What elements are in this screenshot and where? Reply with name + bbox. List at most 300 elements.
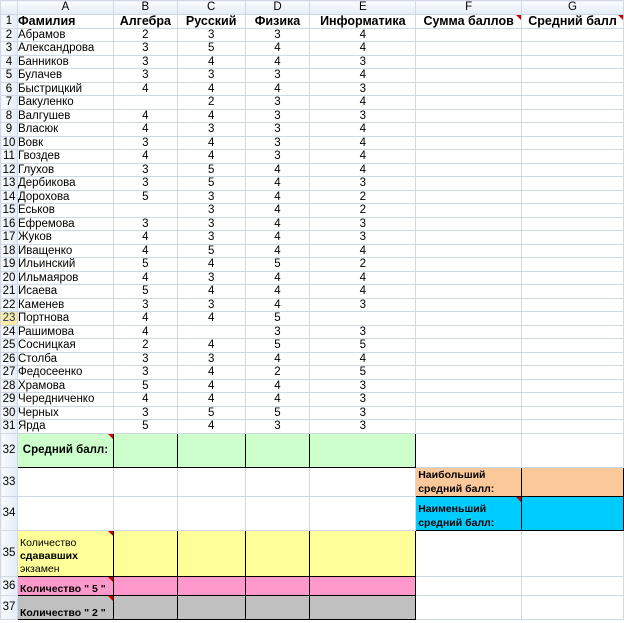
grade-russian-cell[interactable]: 5 [177,42,245,56]
grade-russian-cell[interactable]: 5 [177,177,245,191]
column-header-f[interactable]: F [416,1,522,15]
grade-russian-cell[interactable]: 3 [177,271,245,285]
row-header[interactable]: 1 [1,14,18,28]
student-sum-cell[interactable] [416,325,522,339]
column-header-d[interactable]: D [245,1,310,15]
grade-informatics-cell[interactable]: 3 [310,231,416,245]
row-header[interactable]: 24 [1,325,18,339]
grade-informatics-cell[interactable]: 4 [310,285,416,299]
student-average-cell[interactable] [522,96,624,110]
header-physics-cell[interactable]: Физика [245,14,310,28]
grade-physics-cell[interactable]: 3 [245,69,310,83]
twos-count-algebra-cell[interactable] [113,595,177,619]
grade-russian-cell[interactable]: 4 [177,82,245,96]
student-sum-cell[interactable] [416,393,522,407]
grade-russian-cell[interactable]: 3 [177,231,245,245]
grade-informatics-cell[interactable]: 5 [310,339,416,353]
header-name-cell[interactable]: Фамилия [17,14,113,28]
row-header[interactable]: 2 [1,28,18,42]
grade-informatics-cell[interactable]: 3 [310,420,416,434]
grade-informatics-cell[interactable]: 4 [310,96,416,110]
grade-russian-cell[interactable]: 4 [177,150,245,164]
grade-physics-cell[interactable]: 4 [245,352,310,366]
student-average-cell[interactable] [522,271,624,285]
grade-russian-cell[interactable]: 3 [177,69,245,83]
student-name-cell[interactable]: Чередниченко [17,393,113,407]
grade-physics-cell[interactable]: 4 [245,379,310,393]
student-average-cell[interactable] [522,285,624,299]
grade-algebra-cell[interactable]: 4 [113,150,177,164]
grade-russian-cell[interactable]: 3 [177,204,245,218]
grade-informatics-cell[interactable]: 4 [310,136,416,150]
grade-informatics-cell[interactable]: 4 [310,271,416,285]
grade-algebra-cell[interactable]: 5 [113,420,177,434]
row-header[interactable]: 17 [1,231,18,245]
empty-cell[interactable] [416,576,522,595]
grade-physics-cell[interactable]: 3 [245,109,310,123]
row-header[interactable]: 23 [1,312,18,326]
grade-algebra-cell[interactable]: 3 [113,177,177,191]
twos-count-informatics-cell[interactable] [310,595,416,619]
grade-informatics-cell[interactable]: 3 [310,325,416,339]
fives-count-physics-cell[interactable] [245,576,310,595]
empty-cell[interactable] [245,496,310,530]
grade-russian-cell[interactable]: 3 [177,28,245,42]
header-sum-cell[interactable]: Сумма баллов [416,14,522,28]
student-average-cell[interactable] [522,366,624,380]
grade-informatics-cell[interactable]: 4 [310,163,416,177]
student-sum-cell[interactable] [416,96,522,110]
grade-russian-cell[interactable]: 4 [177,366,245,380]
student-name-cell[interactable]: Федосеенко [17,366,113,380]
grade-russian-cell[interactable]: 4 [177,136,245,150]
student-name-cell[interactable]: Власюк [17,123,113,137]
grade-physics-cell[interactable]: 3 [245,28,310,42]
grade-russian-cell[interactable]: 4 [177,379,245,393]
student-name-cell[interactable]: Вакуленко [17,96,113,110]
row-header[interactable]: 21 [1,285,18,299]
student-sum-cell[interactable] [416,339,522,353]
student-name-cell[interactable]: Портнова [17,312,113,326]
row-header[interactable]: 37 [1,595,18,619]
grade-algebra-cell[interactable]: 4 [113,312,177,326]
student-name-cell[interactable]: Каменев [17,298,113,312]
grade-physics-cell[interactable]: 3 [245,96,310,110]
row-header[interactable]: 15 [1,204,18,218]
grade-informatics-cell[interactable] [310,312,416,326]
average-label-cell[interactable]: Средний балл: [17,433,113,467]
grade-russian-cell[interactable]: 4 [177,420,245,434]
row-header[interactable]: 11 [1,150,18,164]
grade-informatics-cell[interactable]: 3 [310,177,416,191]
row-header[interactable]: 32 [1,433,18,467]
grade-informatics-cell[interactable]: 5 [310,366,416,380]
header-russian-cell[interactable]: Русский [177,14,245,28]
row-header[interactable]: 19 [1,258,18,272]
fives-count-russian-cell[interactable] [177,576,245,595]
grade-russian-cell[interactable] [177,325,245,339]
student-name-cell[interactable]: Ярда [17,420,113,434]
student-average-cell[interactable] [522,352,624,366]
grade-algebra-cell[interactable]: 3 [113,55,177,69]
student-name-cell[interactable]: Сосницкая [17,339,113,353]
empty-cell[interactable] [17,467,113,496]
row-header[interactable]: 30 [1,406,18,420]
student-sum-cell[interactable] [416,82,522,96]
grade-russian-cell[interactable]: 3 [177,217,245,231]
grade-russian-cell[interactable]: 5 [177,244,245,258]
exam-count-label-cell[interactable] [17,530,113,576]
grade-informatics-cell[interactable]: 3 [310,109,416,123]
grade-algebra-cell[interactable]: 4 [113,109,177,123]
student-sum-cell[interactable] [416,298,522,312]
empty-cell[interactable] [416,433,522,467]
student-name-cell[interactable]: Гвоздев [17,150,113,164]
student-average-cell[interactable] [522,420,624,434]
grade-physics-cell[interactable]: 3 [245,150,310,164]
student-average-cell[interactable] [522,69,624,83]
student-average-cell[interactable] [522,136,624,150]
student-sum-cell[interactable] [416,352,522,366]
student-average-cell[interactable] [522,204,624,218]
student-sum-cell[interactable] [416,366,522,380]
student-name-cell[interactable]: Столба [17,352,113,366]
row-header[interactable]: 16 [1,217,18,231]
student-name-cell[interactable]: Булачев [17,69,113,83]
row-header[interactable]: 36 [1,576,18,595]
exam-count-russian-cell[interactable] [177,530,245,576]
average-physics-cell[interactable] [245,433,310,467]
empty-cell[interactable] [522,576,624,595]
row-header[interactable]: 7 [1,96,18,110]
grade-algebra-cell[interactable]: 5 [113,190,177,204]
grade-physics-cell[interactable]: 5 [245,406,310,420]
grade-physics-cell[interactable]: 5 [245,339,310,353]
max-average-value-cell[interactable] [522,467,624,496]
student-name-cell[interactable]: Вовк [17,136,113,150]
row-header[interactable]: 10 [1,136,18,150]
min-average-label-cell[interactable]: Наименьший средний балл: [416,496,522,530]
average-russian-cell[interactable] [177,433,245,467]
grade-physics-cell[interactable]: 4 [245,231,310,245]
grade-russian-cell[interactable]: 3 [177,123,245,137]
grade-algebra-cell[interactable]: 3 [113,69,177,83]
exam-count-informatics-cell[interactable] [310,530,416,576]
grade-russian-cell[interactable]: 5 [177,406,245,420]
student-average-cell[interactable] [522,109,624,123]
empty-cell[interactable] [113,496,177,530]
grade-informatics-cell[interactable]: 4 [310,150,416,164]
student-name-cell[interactable]: Дербикова [17,177,113,191]
row-header[interactable]: 8 [1,109,18,123]
grade-russian-cell[interactable]: 3 [177,352,245,366]
grade-informatics-cell[interactable]: 3 [310,406,416,420]
student-sum-cell[interactable] [416,28,522,42]
grade-algebra-cell[interactable]: 3 [113,163,177,177]
student-average-cell[interactable] [522,231,624,245]
grade-algebra-cell[interactable]: 4 [113,244,177,258]
grade-russian-cell[interactable]: 5 [177,163,245,177]
empty-cell[interactable] [113,467,177,496]
grade-russian-cell[interactable]: 4 [177,285,245,299]
student-sum-cell[interactable] [416,217,522,231]
student-average-cell[interactable] [522,406,624,420]
student-name-cell[interactable]: Еськов [17,204,113,218]
student-name-cell[interactable]: Валгушев [17,109,113,123]
grade-russian-cell[interactable]: 4 [177,109,245,123]
header-informatics-cell[interactable]: Информатика [310,14,416,28]
grade-physics-cell[interactable]: 4 [245,244,310,258]
student-name-cell[interactable]: Абрамов [17,28,113,42]
student-average-cell[interactable] [522,163,624,177]
grade-algebra-cell[interactable]: 5 [113,379,177,393]
grade-informatics-cell[interactable]: 2 [310,258,416,272]
row-header[interactable]: 4 [1,55,18,69]
row-header[interactable]: 18 [1,244,18,258]
student-sum-cell[interactable] [416,190,522,204]
twos-count-physics-cell[interactable] [245,595,310,619]
grade-physics-cell[interactable]: 3 [245,136,310,150]
student-average-cell[interactable] [522,298,624,312]
exam-count-physics-cell[interactable] [245,530,310,576]
grade-physics-cell[interactable]: 4 [245,42,310,56]
student-sum-cell[interactable] [416,150,522,164]
row-header[interactable]: 20 [1,271,18,285]
student-sum-cell[interactable] [416,177,522,191]
grade-physics-cell[interactable]: 4 [245,271,310,285]
grade-informatics-cell[interactable]: 4 [310,28,416,42]
student-name-cell[interactable]: Черных [17,406,113,420]
grade-physics-cell[interactable]: 4 [245,82,310,96]
student-sum-cell[interactable] [416,42,522,56]
student-average-cell[interactable] [522,123,624,137]
grade-informatics-cell[interactable]: 4 [310,352,416,366]
grade-physics-cell[interactable]: 4 [245,55,310,69]
average-informatics-cell[interactable] [310,433,416,467]
student-average-cell[interactable] [522,393,624,407]
empty-cell[interactable] [522,595,624,619]
student-sum-cell[interactable] [416,55,522,69]
student-sum-cell[interactable] [416,258,522,272]
student-average-cell[interactable] [522,150,624,164]
student-name-cell[interactable]: Храмова [17,379,113,393]
student-name-cell[interactable]: Ильмаяров [17,271,113,285]
student-sum-cell[interactable] [416,69,522,83]
grade-russian-cell[interactable]: 4 [177,55,245,69]
student-name-cell[interactable]: Банников [17,55,113,69]
fives-count-label-cell[interactable]: Количество " 5 " [17,576,113,595]
grade-algebra-cell[interactable]: 3 [113,352,177,366]
row-header[interactable]: 22 [1,298,18,312]
row-header[interactable]: 34 [1,496,18,530]
student-average-cell[interactable] [522,28,624,42]
grade-informatics-cell[interactable]: 3 [310,82,416,96]
student-average-cell[interactable] [522,339,624,353]
student-sum-cell[interactable] [416,312,522,326]
grade-physics-cell[interactable]: 4 [245,190,310,204]
grade-physics-cell[interactable]: 2 [245,366,310,380]
column-header-b[interactable]: B [113,1,177,15]
empty-cell[interactable] [416,530,522,576]
grade-informatics-cell[interactable]: 4 [310,123,416,137]
grade-algebra-cell[interactable]: 2 [113,28,177,42]
grade-physics-cell[interactable]: 4 [245,217,310,231]
student-sum-cell[interactable] [416,271,522,285]
row-header[interactable]: 12 [1,163,18,177]
row-header[interactable]: 26 [1,352,18,366]
student-sum-cell[interactable] [416,379,522,393]
student-sum-cell[interactable] [416,136,522,150]
student-sum-cell[interactable] [416,406,522,420]
grade-physics-cell[interactable]: 3 [245,123,310,137]
grade-algebra-cell[interactable]: 4 [113,231,177,245]
grade-algebra-cell[interactable]: 3 [113,298,177,312]
grade-algebra-cell[interactable]: 4 [113,123,177,137]
grade-algebra-cell[interactable]: 5 [113,285,177,299]
student-name-cell[interactable]: Рашимова [17,325,113,339]
max-average-label-cell[interactable]: Наибольший средний балл: [416,467,522,496]
fives-count-informatics-cell[interactable] [310,576,416,595]
grade-algebra-cell[interactable]: 4 [113,271,177,285]
column-header-c[interactable]: C [177,1,245,15]
empty-cell[interactable] [416,595,522,619]
grade-algebra-cell[interactable]: 3 [113,366,177,380]
grade-algebra-cell[interactable] [113,96,177,110]
row-header[interactable]: 27 [1,366,18,380]
student-average-cell[interactable] [522,312,624,326]
grade-physics-cell[interactable]: 3 [245,420,310,434]
grade-russian-cell[interactable]: 4 [177,258,245,272]
student-name-cell[interactable]: Ильинский [17,258,113,272]
row-header[interactable]: 31 [1,420,18,434]
student-sum-cell[interactable] [416,123,522,137]
grade-russian-cell[interactable]: 2 [177,96,245,110]
grade-algebra-cell[interactable]: 3 [113,136,177,150]
student-average-cell[interactable] [522,244,624,258]
student-name-cell[interactable]: Александрова [17,42,113,56]
grade-algebra-cell[interactable]: 5 [113,258,177,272]
student-sum-cell[interactable] [416,204,522,218]
row-header[interactable]: 35 [1,530,18,576]
empty-cell[interactable] [310,496,416,530]
row-header[interactable]: 14 [1,190,18,204]
grade-physics-cell[interactable]: 4 [245,285,310,299]
grade-informatics-cell[interactable]: 2 [310,190,416,204]
grade-informatics-cell[interactable]: 3 [310,55,416,69]
select-all-corner[interactable] [1,1,18,15]
grade-informatics-cell[interactable]: 3 [310,393,416,407]
row-header[interactable]: 28 [1,379,18,393]
grade-informatics-cell[interactable]: 3 [310,298,416,312]
grade-physics-cell[interactable]: 4 [245,163,310,177]
grade-informatics-cell[interactable]: 3 [310,379,416,393]
exam-count-algebra-cell[interactable] [113,530,177,576]
empty-cell[interactable] [17,496,113,530]
student-sum-cell[interactable] [416,420,522,434]
grade-russian-cell[interactable]: 3 [177,190,245,204]
grade-algebra-cell[interactable]: 4 [113,82,177,96]
min-average-value-cell[interactable] [522,496,624,530]
grade-algebra-cell[interactable]: 4 [113,393,177,407]
row-header[interactable]: 6 [1,82,18,96]
empty-cell[interactable] [177,467,245,496]
grade-algebra-cell[interactable]: 3 [113,42,177,56]
grade-informatics-cell[interactable]: 4 [310,42,416,56]
average-algebra-cell[interactable] [113,433,177,467]
row-header[interactable]: 9 [1,123,18,137]
student-average-cell[interactable] [522,217,624,231]
student-sum-cell[interactable] [416,285,522,299]
grade-informatics-cell[interactable]: 4 [310,244,416,258]
student-name-cell[interactable]: Жуков [17,231,113,245]
grade-algebra-cell[interactable] [113,204,177,218]
grade-physics-cell[interactable]: 4 [245,177,310,191]
grade-algebra-cell[interactable]: 4 [113,325,177,339]
student-name-cell[interactable]: Исаева [17,285,113,299]
grade-informatics-cell[interactable]: 3 [310,217,416,231]
student-sum-cell[interactable] [416,109,522,123]
grade-physics-cell[interactable]: 4 [245,204,310,218]
student-average-cell[interactable] [522,55,624,69]
empty-cell[interactable] [310,467,416,496]
student-average-cell[interactable] [522,258,624,272]
student-sum-cell[interactable] [416,163,522,177]
grade-physics-cell[interactable]: 4 [245,393,310,407]
grade-algebra-cell[interactable]: 3 [113,217,177,231]
student-name-cell[interactable]: Быстрицкий [17,82,113,96]
row-header[interactable]: 5 [1,69,18,83]
grade-physics-cell[interactable]: 3 [245,325,310,339]
grade-informatics-cell[interactable]: 4 [310,69,416,83]
student-name-cell[interactable]: Иващенко [17,244,113,258]
row-header[interactable]: 29 [1,393,18,407]
grade-algebra-cell[interactable]: 2 [113,339,177,353]
row-header[interactable]: 33 [1,467,18,496]
empty-cell[interactable] [522,433,624,467]
student-average-cell[interactable] [522,42,624,56]
student-average-cell[interactable] [522,82,624,96]
student-name-cell[interactable]: Ефремова [17,217,113,231]
empty-cell[interactable] [245,467,310,496]
twos-count-label-cell[interactable]: Количество " 2 " [17,595,113,619]
grade-algebra-cell[interactable]: 3 [113,406,177,420]
student-name-cell[interactable]: Глухов [17,163,113,177]
column-header-a[interactable]: A [17,1,113,15]
grade-physics-cell[interactable]: 4 [245,298,310,312]
student-average-cell[interactable] [522,379,624,393]
grade-russian-cell[interactable]: 4 [177,393,245,407]
row-header[interactable]: 3 [1,42,18,56]
fives-count-algebra-cell[interactable] [113,576,177,595]
header-average-cell[interactable]: Средний балл [522,14,624,28]
twos-count-russian-cell[interactable] [177,595,245,619]
student-sum-cell[interactable] [416,244,522,258]
student-sum-cell[interactable] [416,231,522,245]
grade-physics-cell[interactable]: 5 [245,258,310,272]
student-name-cell[interactable]: Дорохова [17,190,113,204]
column-header-e[interactable]: E [310,1,416,15]
column-header-g[interactable]: G [522,1,624,15]
empty-cell[interactable] [177,496,245,530]
grade-informatics-cell[interactable]: 2 [310,204,416,218]
empty-cell[interactable] [522,530,624,576]
row-header[interactable]: 13 [1,177,18,191]
row-header[interactable]: 25 [1,339,18,353]
grade-russian-cell[interactable]: 4 [177,312,245,326]
student-average-cell[interactable] [522,325,624,339]
grade-physics-cell[interactable]: 5 [245,312,310,326]
student-average-cell[interactable] [522,177,624,191]
